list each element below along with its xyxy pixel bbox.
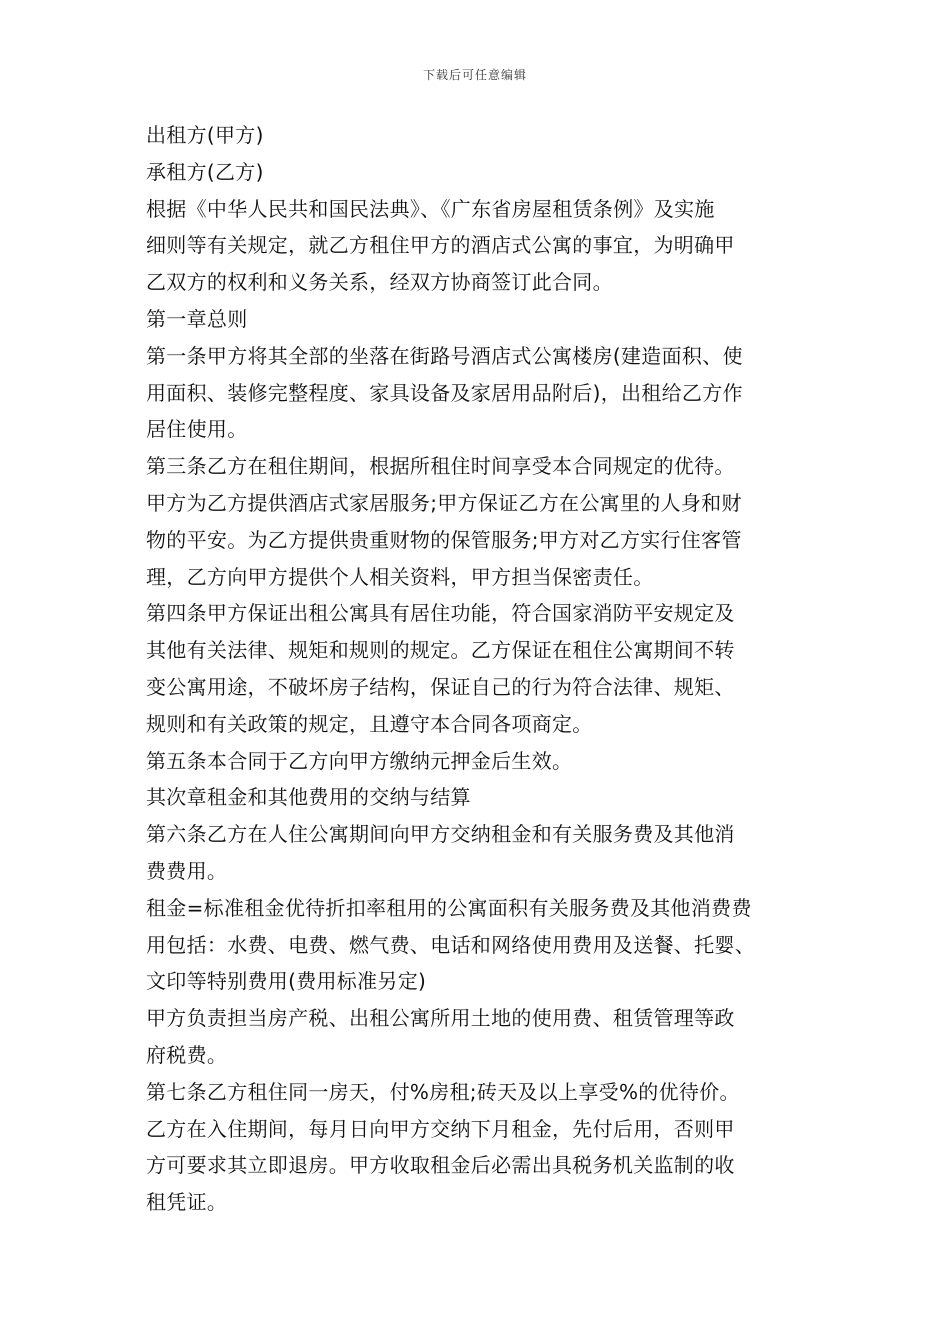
text-line: 租金=标准租金优待折扣率租用的公寓面积有关服务费及其他消费费: [146, 895, 752, 920]
text-line: 细则等有关规定，就乙方租住甲方的酒店式公寓的事宜，为明确甲: [146, 233, 735, 258]
text-line: 用面积、装修完整程度、家具设备及家居用品附后)，出租给乙方作: [146, 380, 743, 405]
text-line: 第六条乙方在人住公寓期间向甲方交纳租金和有关服务费及其他消: [146, 822, 735, 847]
text-line: 租凭证。: [146, 1190, 228, 1215]
text-line: 府税费。: [146, 1042, 228, 1067]
text-line: 方可要求其立即退房。甲方收取租金后必需出具税务机关监制的收: [146, 1153, 735, 1178]
text-line: 文印等特别费用(费用标准另定): [146, 969, 427, 994]
chapter-heading: 其次章租金和其他费用的交纳与结算: [146, 785, 471, 810]
text-line: 根据《中华人民共和国民法典》、《广东省房屋租赁条例》及实施: [146, 196, 715, 221]
chapter-heading: 第一章总则: [146, 306, 248, 331]
text-line: 乙方在入住期间，每月日向甲方交纳下月租金，先付后用，否则甲: [146, 1116, 735, 1141]
text-line: 居住使用。: [146, 417, 248, 442]
contract-body: [146, 117, 836, 1221]
text-line: 承租方(乙方): [146, 159, 264, 184]
text-line: 甲方为乙方提供酒店式家居服务;甲方保证乙方在公寓里的人身和财: [146, 490, 742, 515]
text-line: 其他有关法律、规矩和规则的规定。乙方保证在租住公寓期间不转: [146, 638, 735, 663]
text-line: 费费用。: [146, 858, 228, 883]
text-line: 用包括：水费、电费、燃气费、电话和网络使用费用及送餐、托婴、: [146, 932, 755, 957]
text-line: 理，乙方向甲方提供个人相关资料，甲方担当保密责任。: [146, 564, 654, 589]
text-line: 第一条甲方将其全部的坐落在街路号酒店式公寓楼房(建造面积、使: [146, 343, 743, 368]
text-line: 物的平安。为乙方提供贵重财物的保管服务;甲方对乙方实行住客管: [146, 527, 742, 552]
text-line: 第五条本合同于乙方向甲方缴纳元押金后生效。: [146, 748, 573, 773]
text-line: 乙双方的权利和义务关系，经双方协商签订此合同。: [146, 270, 613, 295]
text-line: 规则和有关政策的规定，且遵守本合同各项商定。: [146, 711, 593, 736]
text-line: 第三条乙方在租住期间，根据所租住时间享受本合同规定的优待。: [146, 454, 735, 479]
text-line: 甲方负责担当房产税、出租公寓所用土地的使用费、租赁管理等政: [146, 1006, 735, 1031]
text-line: 变公寓用途，不破坏房子结构，保证自己的行为符合法律、规矩、: [146, 674, 735, 699]
text-line: 第四条甲方保证出租公寓具有居住功能，符合国家消防平安规定及: [146, 601, 735, 626]
text-line: 出租方(甲方): [146, 123, 264, 147]
text-line: 第七条乙方租住同一房天，付%房租;砖天及以上享受%的优待价。: [146, 1079, 740, 1104]
page-header: 下载后可任意编辑: [422, 68, 527, 82]
